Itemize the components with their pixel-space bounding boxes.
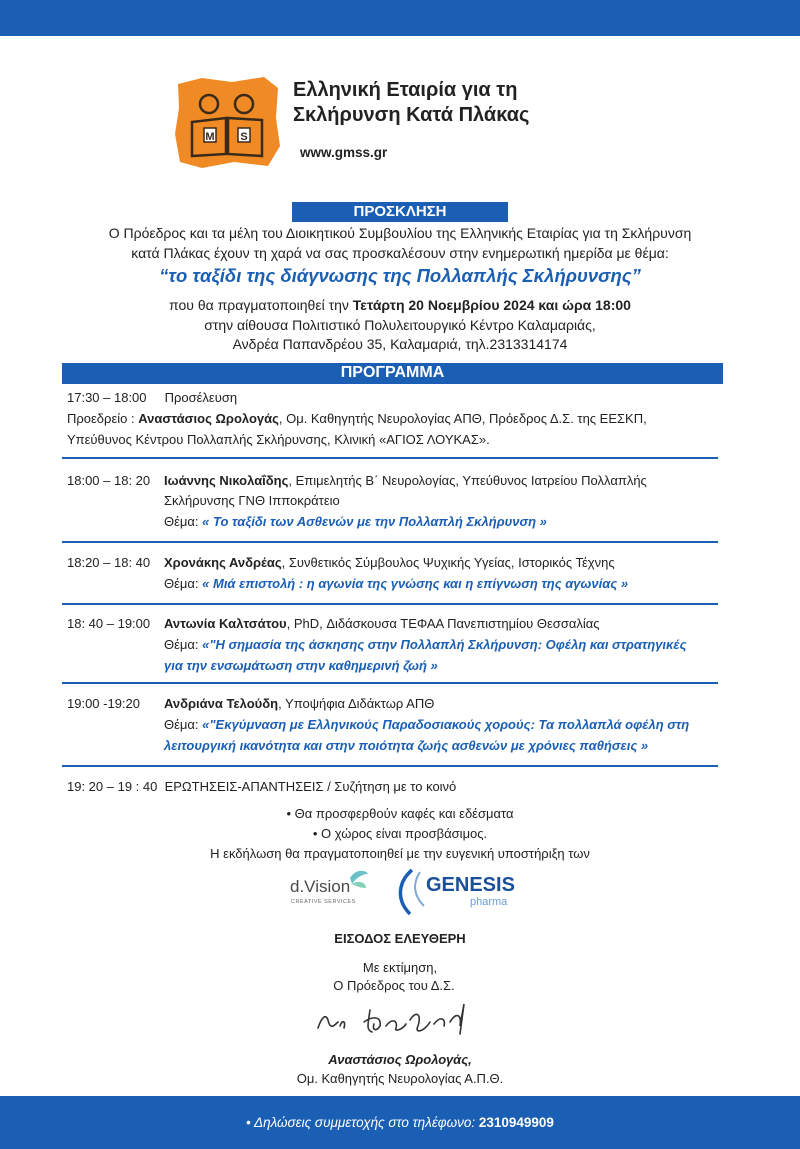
chair-row [67,409,727,429]
talk-3-affiliation: , PhD, Διδάσκουσα ΤΕΦΑΑ Πανεπιστημίου Θεσσαλίας [286,616,600,631]
talk-2-affiliation: , Συνθετικός Σύμβουλος Ψυχικής Υγείας, Ιστορικός Τέχνης [281,555,615,570]
chair-name: Αναστάσιος Ωρολογάς [138,411,279,426]
closing-regards: Με εκτίμηση, [362,960,438,975]
signatory-name: Αναστάσιος Ωρολογάς, [328,1052,472,1067]
note-refreshments: • Θα προσφερθούν καφές και εδέσματα [286,806,514,821]
talk-3-topic-title-2: για την ενσωμάτωση στην καθημερινή ζωή » [164,658,438,673]
note-accessibility: • Ο χώρος είναι προσβάσιμος. [312,826,488,841]
genesis-logo [400,870,514,914]
genesis-tagline: pharma [470,896,508,908]
genesis-arc-icon [400,870,412,914]
website-link[interactable]: www.gmss.gr [300,145,388,160]
talk-1-affiliation: , Επιμελητής Β΄ Νευρολογίας, Υπεύθυνος Ιατρείου Πολλαπλής [288,473,647,488]
program-banner: ΠΡΟΓΡΑΜΜΑ [62,363,723,384]
arrival-time: 17:30 – 18:00 [67,390,147,405]
intro-line-1: Ο Πρόεδρος και τα μέλη του Διοικητικού Συμβουλίου της Ελληνικής Εταιρίας για τη Σκλήρυνση [108,225,692,241]
dvision-logo [290,871,368,905]
talk-3-speaker [164,614,600,634]
talk-4-topic-title: «"Εκγύμναση με Ελληνικούς Παραδοσιακούς χορούς: Τα πολλαπλά οφέλη στη [198,717,690,732]
signature [310,996,490,1038]
divider [62,457,718,459]
dvision-name: d.Vision [290,877,351,896]
organization-name [293,78,529,128]
talk-2-speaker-name: Χρονάκης Ανδρέας [164,555,282,570]
qa-label: ΕΡΩΤΗΣΕΙΣ-ΑΠΑΝΤΗΣΕΙΣ / Συζήτηση με το κοινό [164,779,457,794]
talk-1-topic-label: Θέμα: [164,514,199,529]
qa-row [67,777,456,797]
talk-4-speaker-name: Ανδριάνα Τελούδη [164,696,279,711]
closing-role: Ο Πρόεδρος του Δ.Σ. [333,978,455,993]
talk-2-topic-label: Θέμα: [164,576,199,591]
talk-1-speaker [164,471,647,491]
divider [62,603,718,605]
talk-4-time: 19:00 -19:20 [67,696,141,711]
arrival-label: Προσέλευση [164,390,238,405]
talk-3-speaker-name: Αντωνία Καλτσάτου [164,616,287,631]
divider [62,541,718,543]
logo-letter-m: M [205,131,215,143]
event-title: “το ταξίδι της διάγνωσης της Πολλαπλής Σκλήρυνσης” [159,265,641,286]
date-prefix: που θα πραγματοποιηθεί την [169,297,353,313]
talk-3-topic-title: «"Η σημασία της άσκησης στην Πολλαπλή Σκλήρυνση: Οφέλη και στρατηγικές [198,637,687,652]
registration-label: • Δηλώσεις συμμετοχής στο τηλέφωνο: [246,1115,479,1130]
registration-footer [0,1096,800,1149]
arrival-row [67,388,727,408]
gmss-logo [172,74,282,170]
divider [62,765,718,767]
talk-4-topic-label: Θέμα: [164,717,199,732]
qa-time: 19: 20 – 19 : 40 [67,779,158,794]
divider [62,682,718,684]
signatory-title: Ομ. Καθηγητής Νευρολογίας Α.Π.Θ. [296,1071,504,1086]
talk-4-speaker [164,694,434,714]
org-line-1: Ελληνική Εταιρία για τη [293,79,518,101]
chair-rest: , Ομ. Καθηγητής Νευρολογίας ΑΠΘ, Πρόεδρος Δ.Σ. της ΕΕΣΚΠ, [278,411,647,426]
logo-letter-s: S [240,131,248,143]
talk-2-topic-title: « Μιά επιστολή : η αγωνία της γνώσης και η επίγνωση της αγωνίας » [198,576,629,591]
registration-phone[interactable]: 2310949909 [478,1115,554,1130]
org-line-2: Σκλήρυνση Κατά Πλάκας [293,104,530,126]
dvision-tagline: CREATIVE SERVICES [291,899,356,905]
sponsor-logos [0,866,800,916]
talk-1-time: 18:00 – 18: 20 [67,473,151,488]
talk-4-topic [164,714,689,735]
invitation-banner: ΠΡΟΣΚΛΗΣΗ [292,202,508,222]
chair-prefix: Προεδρείο : [67,411,139,426]
talk-3-time: 18: 40 – 19:00 [67,616,151,631]
talk-2-time: 18:20 – 18: 40 [67,555,151,570]
talk-3-topic-label: Θέμα: [164,637,199,652]
genesis-name: GENESIS [426,874,515,896]
talk-4-topic-title-2: λειτουργική ικανότητα και στην ποιότητα ζωής ασθενών με χρόνιες παθήσεις » [164,738,649,753]
free-entry: ΕΙΣΟΔΟΣ ΕΛΕΥΘΕΡΗ [334,931,466,946]
intro-line-2: κατά Πλάκας έχουν τη χαρά να σας προσκαλέσουν στην ενημερωτική ημερίδα με θέμα: [131,245,669,261]
venue-line-2: Ανδρέα Παπανδρέου 35, Καλαμαριά, τηλ.2313314174 [232,336,568,352]
talk-1-affiliation-2: Σκλήρυνσης ΓΝΘ Ιπποκράτειο [164,493,340,508]
note-support: Η εκδήλωση θα πραγματοποιηθεί με την ευγενική υποστήριξη των [210,846,590,861]
talk-2-speaker [164,553,615,573]
talk-2-topic [164,573,628,594]
chair-line-2: Υπεύθυνος Κέντρου Πολλαπλής Σκλήρυνσης, Κλινική «ΑΓΙΟΣ ΛΟΥΚΑΣ». [67,432,490,447]
talk-4-topic-cont [164,735,648,756]
talk-1-speaker-name: Ιωάννης Νικολαΐδης [164,473,289,488]
date-value: Τετάρτη 20 Νοεμβρίου 2024 και ώρα 18:00 [352,297,631,313]
top-bar [0,0,800,36]
talk-1-topic [164,511,547,532]
talk-3-topic-cont [164,655,438,676]
talk-4-affiliation: , Υποψήφια Διδάκτωρ ΑΠΘ [278,696,435,711]
event-date [0,296,800,315]
venue-line-1: στην αίθουσα Πολιτιστικό Πολυλειτουργικό Κέντρο Καλαμαριάς, [204,317,596,333]
talk-1-topic-title: « Το ταξίδι των Ασθενών με την Πολλαπλή Σκλήρυνση » [198,514,547,529]
talk-3-topic [164,634,687,655]
